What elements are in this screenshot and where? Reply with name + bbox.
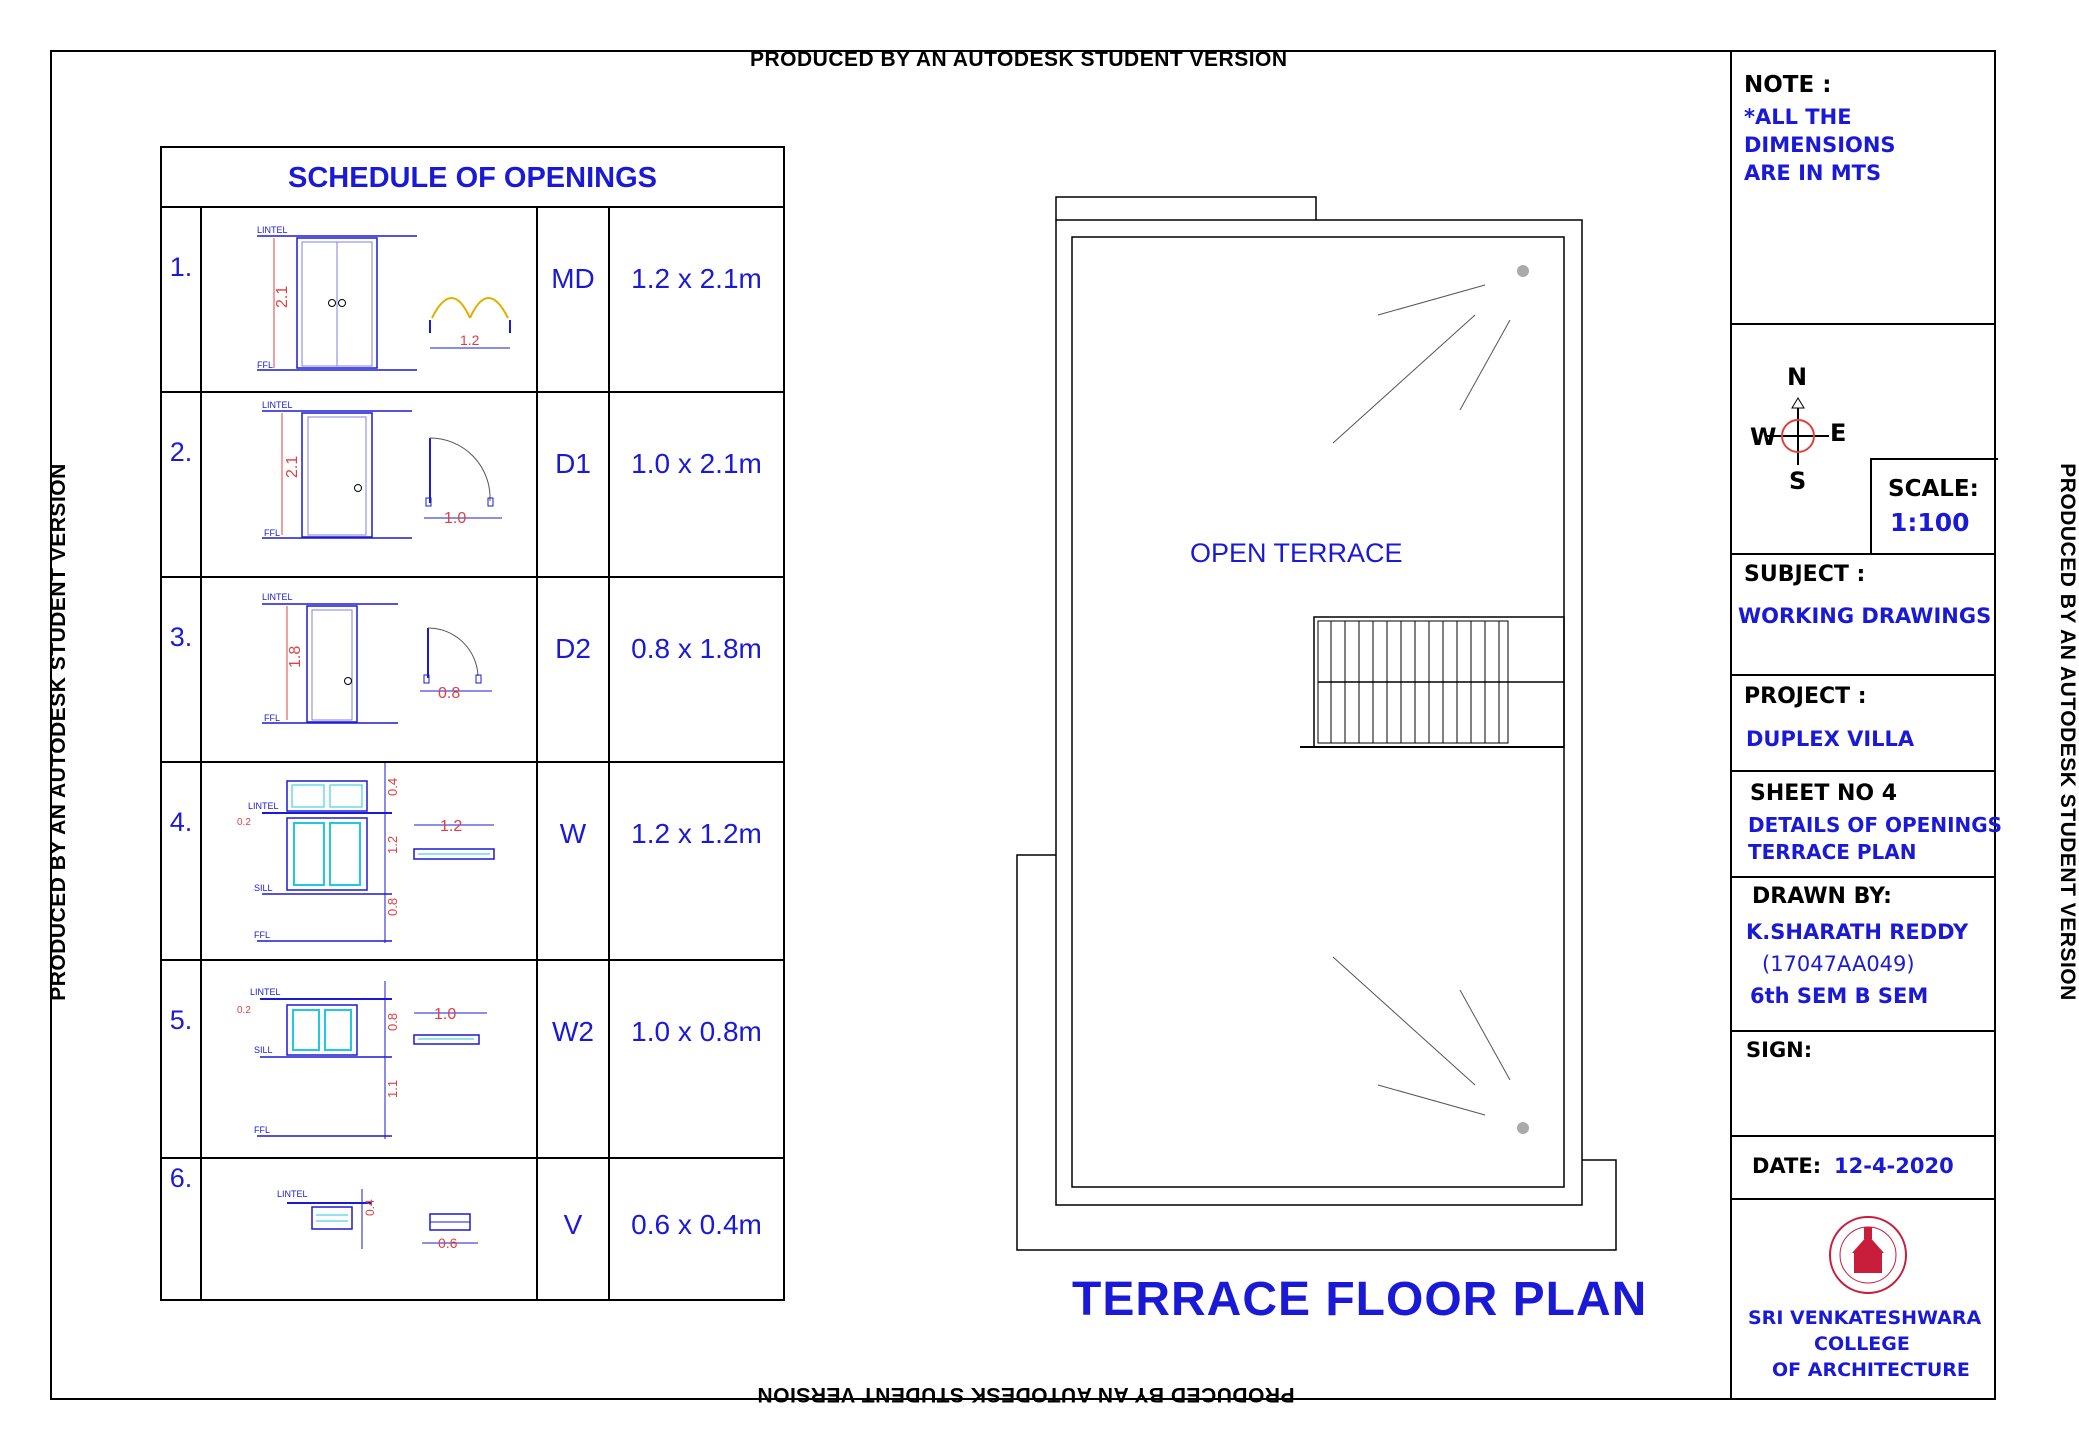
schedule-row-d2 [162, 578, 783, 763]
svg-text:1.0: 1.0 [434, 1006, 457, 1023]
opening-code: W2 [538, 961, 610, 1157]
svg-text:FFL: FFL [264, 713, 281, 723]
sheet-line-2: TERRACE PLAN [1748, 840, 1917, 864]
note-line-3: ARE IN MTS [1744, 161, 1882, 185]
row-number: 5. [162, 961, 202, 1157]
door-md-drawing [202, 208, 538, 393]
door-md-figure [202, 208, 538, 391]
divider [1732, 1135, 1996, 1137]
opening-size: 1.0 x 0.8m [631, 1016, 762, 1047]
svg-text:0.6: 0.6 [438, 1235, 458, 1251]
svg-text:FFL: FFL [264, 528, 281, 538]
schedule-row-v [162, 1159, 783, 1299]
schedule-title: SCHEDULE OF OPENINGS [162, 148, 783, 208]
watermark-left: PRODUCED BY AN AUTODESK STUDENT VERSION [46, 463, 70, 1001]
svg-text:FFL: FFL [257, 360, 274, 370]
row-number: 6. [162, 1159, 202, 1299]
svg-text:LINTEL: LINTEL [277, 1189, 308, 1199]
opening-code: V [538, 1159, 610, 1299]
ventilator-v-drawing [202, 1159, 538, 1299]
note-heading: NOTE : [1744, 72, 1832, 98]
window-w2-drawing [202, 961, 538, 1159]
svg-text:LINTEL: LINTEL [262, 592, 293, 602]
opening-code: W [538, 763, 610, 959]
drawn-by-roll: (17047AA049) [1762, 952, 1915, 976]
compass-w: W [1750, 423, 1777, 451]
subject-value: WORKING DRAWINGS [1738, 604, 1992, 628]
date-label: DATE: [1752, 1154, 1822, 1178]
schedule-row-w2 [162, 961, 783, 1159]
watermark-bottom: PRODUCED BY AN AUTODESK STUDENT VERSION [757, 1383, 1295, 1406]
scale-label: SCALE: [1888, 476, 1979, 502]
door-d1-figure [202, 393, 538, 576]
schedule-row-w [162, 763, 783, 961]
svg-text:LINTEL: LINTEL [248, 801, 279, 811]
note-line-1: *ALL THE [1744, 105, 1852, 129]
opening-code: D2 [538, 578, 610, 761]
sheet-line-1: DETAILS OF OPENINGS [1748, 813, 2003, 837]
row-number: 4. [162, 763, 202, 959]
date-value: 12-4-2020 [1834, 1154, 1954, 1178]
divider [1732, 876, 1996, 878]
svg-text:1.2: 1.2 [440, 818, 463, 835]
compass-e: E [1830, 419, 1847, 447]
svg-text:2.1: 2.1 [284, 455, 301, 478]
divider [1732, 323, 1996, 325]
sign-label: SIGN: [1746, 1038, 1813, 1062]
note-line-2: DIMENSIONS [1744, 133, 1896, 157]
svg-text:SILL: SILL [254, 1045, 273, 1055]
divider [1732, 770, 1996, 772]
subject-label: SUBJECT : [1744, 562, 1866, 587]
row-number: 2. [162, 393, 202, 576]
svg-text:0.8: 0.8 [438, 685, 461, 702]
svg-text:SILL: SILL [254, 883, 273, 893]
divider [1732, 674, 1996, 676]
opening-code: MD [538, 208, 610, 391]
opening-size: 1.2 x 2.1m [631, 263, 762, 294]
open-terrace-label: OPEN TERRACE [1190, 538, 1403, 568]
window-w2-figure [202, 961, 538, 1157]
door-d1-drawing [202, 393, 538, 578]
svg-text:0.4: 0.4 [363, 1199, 377, 1216]
watermark-right: PRODUCED BY AN AUTODESK STUDENT VERSION [2055, 463, 2079, 1001]
divider [1732, 1030, 1996, 1032]
svg-text:2.1: 2.1 [274, 285, 291, 308]
college-line-2: COLLEGE [1814, 1333, 1910, 1355]
svg-text:LINTEL: LINTEL [262, 400, 293, 410]
svg-text:1.2: 1.2 [460, 332, 480, 348]
window-w-figure [202, 763, 538, 959]
svg-text:LINTEL: LINTEL [250, 987, 281, 997]
opening-size: 0.6 x 0.4m [631, 1209, 762, 1240]
plan-title: TERRACE FLOOR PLAN [1072, 1273, 1648, 1326]
scale-value: 1:100 [1890, 508, 1970, 537]
ventilator-v-figure [202, 1159, 538, 1299]
title-block [1730, 50, 2003, 1400]
college-logo-icon [1826, 1213, 1910, 1297]
door-d2-figure [202, 578, 538, 761]
door-d2-drawing [202, 578, 538, 763]
opening-code: D1 [538, 393, 610, 576]
project-label: PROJECT : [1744, 684, 1867, 709]
svg-text:0.4: 0.4 [385, 777, 400, 796]
svg-text:1.0: 1.0 [444, 510, 467, 527]
svg-text:1.8: 1.8 [287, 645, 304, 668]
college-line-3: OF ARCHITECTURE [1772, 1359, 1970, 1381]
scale-box [1870, 458, 1998, 555]
divider [1732, 553, 1996, 555]
schedule-row-d1 [162, 393, 783, 578]
terrace-floor-plan-drawing [1010, 190, 1630, 1260]
svg-text:1.2: 1.2 [385, 835, 400, 854]
college-line-1: SRI VENKATESHWARA [1748, 1307, 1982, 1329]
svg-text:0.2: 0.2 [237, 817, 251, 828]
divider [1732, 1198, 1996, 1200]
opening-size: 1.2 x 1.2m [631, 818, 762, 849]
svg-text:1.1: 1.1 [385, 1079, 400, 1098]
svg-text:FFL: FFL [254, 930, 271, 940]
window-w-drawing [202, 763, 538, 961]
project-value: DUPLEX VILLA [1746, 727, 1915, 751]
watermark-top: PRODUCED BY AN AUTODESK STUDENT VERSION [750, 48, 1288, 71]
svg-text:0.2: 0.2 [237, 1005, 251, 1016]
schedule-row-md [162, 208, 783, 393]
drawn-by-label: DRAWN BY: [1752, 884, 1892, 909]
row-number: 1. [162, 208, 202, 391]
schedule-of-openings-table [160, 146, 785, 1301]
drawn-by-name: K.SHARATH REDDY [1746, 920, 1969, 944]
opening-size: 0.8 x 1.8m [631, 633, 762, 664]
north-compass-icon [1742, 360, 1852, 580]
lintel-label: LINTEL [257, 225, 288, 235]
svg-text:0.8: 0.8 [385, 1012, 400, 1031]
sheet-label: SHEET NO 4 [1750, 781, 1898, 806]
opening-size: 1.0 x 2.1m [631, 448, 762, 479]
svg-text:FFL: FFL [254, 1125, 271, 1135]
compass-n: N [1787, 363, 1808, 391]
row-number: 3. [162, 578, 202, 761]
svg-text:0.8: 0.8 [385, 897, 400, 916]
drawn-by-semester: 6th SEM B SEM [1750, 984, 1929, 1008]
compass-s: S [1789, 467, 1807, 495]
